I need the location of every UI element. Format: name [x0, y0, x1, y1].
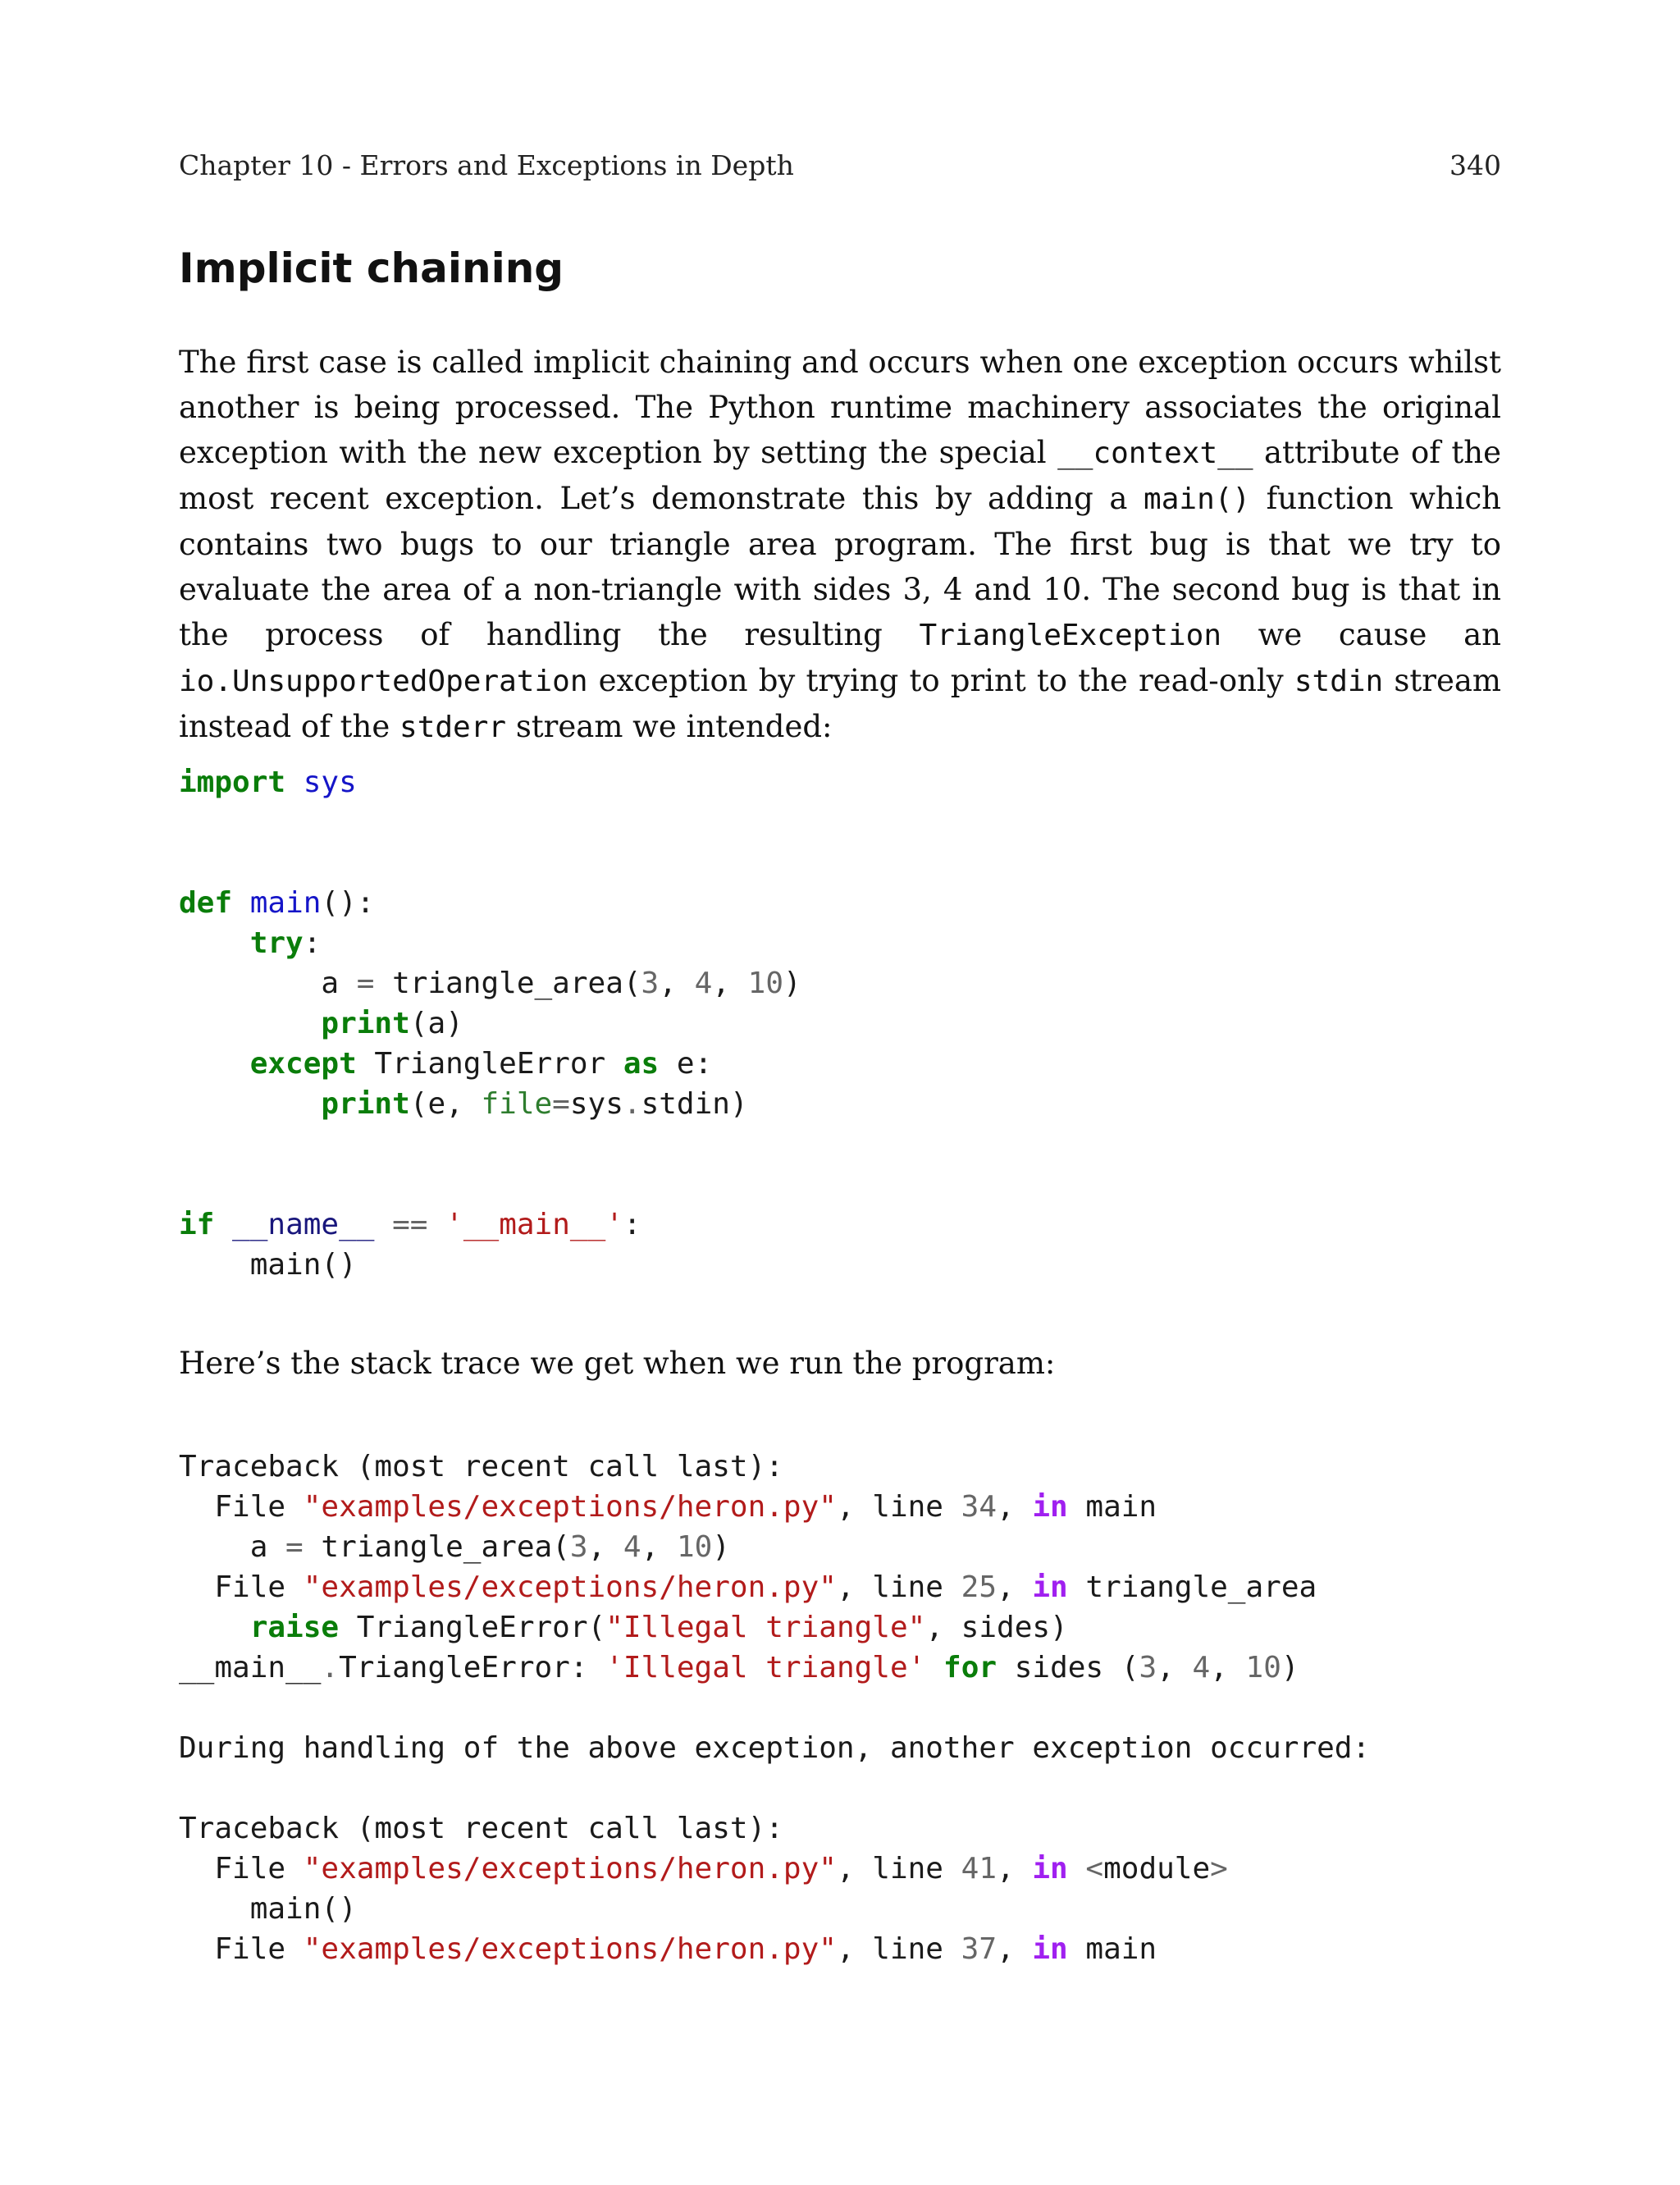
code-token: ,	[712, 967, 748, 1000]
inline-code: __context__	[1057, 437, 1253, 470]
page-number: 340	[1449, 149, 1501, 181]
code-token: 10	[676, 1530, 713, 1564]
code-token: "examples/exceptions/heron.py"	[303, 1852, 837, 1886]
text-run: we cause an	[1221, 617, 1501, 652]
code-token: as	[623, 1047, 660, 1081]
code-token: stdin)	[641, 1087, 748, 1121]
code-token: 3	[1139, 1651, 1157, 1684]
code-token: sys	[569, 1087, 623, 1121]
code-token: )	[783, 967, 801, 1000]
code-token	[179, 926, 250, 960]
code-token: 'Illegal triangle'	[605, 1651, 926, 1684]
code-token: 10	[747, 967, 783, 1000]
inline-code: io.UnsupportedOperation	[179, 665, 588, 698]
code-token	[285, 766, 304, 799]
code-token: print	[321, 1007, 410, 1040]
code-token: 3	[641, 967, 660, 1000]
code-token: "Illegal triangle"	[605, 1611, 926, 1644]
code-token: , line	[836, 1570, 961, 1604]
code-token: in	[1032, 1932, 1068, 1966]
code-token: >	[1210, 1852, 1228, 1886]
code-token	[179, 1007, 321, 1040]
code-token: Traceback (most recent call last):	[179, 1812, 783, 1845]
code-token: ,	[587, 1530, 623, 1564]
code-token: main	[249, 886, 322, 920]
code-token	[214, 1208, 232, 1241]
code-token: "examples/exceptions/heron.py"	[303, 1570, 837, 1604]
code-token: TriangleError	[356, 1047, 623, 1081]
code-token: sys	[303, 766, 357, 799]
code-token: import	[179, 766, 286, 799]
code-token: in	[1032, 1490, 1068, 1524]
inline-code: main()	[1144, 482, 1251, 516]
code-token	[374, 1208, 392, 1241]
text-run: attribute of the most recent exception. Let’s demonstrate this by adding a	[179, 435, 1501, 516]
code-token	[232, 886, 250, 920]
code-token: __main__	[179, 1651, 322, 1684]
code-token: , line	[836, 1852, 961, 1886]
code-token	[179, 1611, 250, 1644]
code-token: File	[179, 1932, 304, 1966]
code-token: TriangleError(	[339, 1611, 606, 1644]
code-token: 3	[569, 1530, 588, 1564]
code-token	[925, 1651, 943, 1684]
code-token: main()	[179, 1892, 357, 1926]
text-run: exception by trying to print to the read-only	[587, 663, 1294, 698]
code-token: ==	[392, 1208, 428, 1241]
code-token: ,	[659, 967, 695, 1000]
code-token: <	[1085, 1852, 1104, 1886]
code-token: triangle_area	[1067, 1570, 1317, 1604]
code-token: ,	[997, 1932, 1033, 1966]
code-token: ,	[1210, 1651, 1246, 1684]
code-token: ,	[997, 1852, 1033, 1886]
code-token: in	[1032, 1852, 1068, 1886]
body-paragraph	[179, 340, 1501, 750]
code-token: , sides)	[925, 1611, 1068, 1644]
code-token: in	[1032, 1570, 1068, 1604]
code-token: =	[552, 1087, 570, 1121]
code-token: for	[943, 1651, 998, 1684]
code-token: main	[1067, 1932, 1157, 1966]
text-run: The first case is called implicit chaining and occurs when one exception occurs whilst another is being processed. The Python runtime machinery associates the original exception with the new exception by setting the special	[179, 345, 1501, 470]
code-token: 10	[1245, 1651, 1281, 1684]
code-token: (a)	[409, 1007, 463, 1040]
inline-code: stderr	[399, 711, 507, 744]
inline-code: TriangleException	[919, 619, 1221, 652]
code-token: 34	[961, 1490, 998, 1524]
code-token: module	[1103, 1852, 1211, 1886]
code-token: TriangleError:	[339, 1651, 606, 1684]
chapter-title: Chapter 10 - Errors and Exceptions in Depth	[179, 149, 794, 181]
code-token: ,	[997, 1570, 1033, 1604]
text-run: function which contains two bugs to our triangle area program. The first bug is that we try to evaluate the area of a non-triangle with sides 3, 4 and 10. The second bug is that in the process of handling the resulting	[179, 481, 1501, 652]
code-token: ,	[641, 1530, 677, 1564]
code-token: (e,	[409, 1087, 482, 1121]
code-token: if	[179, 1208, 215, 1241]
code-token: , line	[836, 1932, 961, 1966]
code-token: "examples/exceptions/heron.py"	[303, 1490, 837, 1524]
code-token: 37	[961, 1932, 998, 1966]
code-token: '__main__'	[445, 1208, 623, 1241]
code-token: :	[303, 926, 322, 960]
code-token: sides (	[997, 1651, 1139, 1684]
code-token: File	[179, 1490, 304, 1524]
code-token: __name__	[232, 1208, 375, 1241]
code-token	[179, 1047, 250, 1081]
code-token: ():	[321, 886, 375, 920]
code-token: triangle_area(	[303, 1530, 570, 1564]
code-token: )	[712, 1530, 730, 1564]
code-token: a	[179, 1530, 286, 1564]
code-token: main	[1067, 1490, 1157, 1524]
code-token: try	[249, 926, 304, 960]
code-token: file	[481, 1087, 553, 1121]
code-token: ,	[1157, 1651, 1193, 1684]
code-token: except	[249, 1047, 357, 1081]
code-token: "examples/exceptions/heron.py"	[303, 1932, 837, 1966]
code-token: =	[285, 1530, 304, 1564]
code-listing	[179, 762, 801, 1285]
stack-trace-listing	[179, 1447, 1370, 1969]
code-token	[1068, 1852, 1086, 1886]
code-token: a	[179, 967, 357, 1000]
code-token: e:	[659, 1047, 713, 1081]
code-token: File	[179, 1852, 304, 1886]
code-token	[179, 1087, 321, 1121]
code-token: triangle_area(	[374, 967, 641, 1000]
code-token: .	[623, 1087, 641, 1121]
code-token: def	[179, 886, 233, 920]
code-token: .	[321, 1651, 340, 1684]
code-token: :	[623, 1208, 641, 1241]
code-token: =	[356, 967, 375, 1000]
section-heading: Implicit chaining	[179, 245, 564, 292]
code-token: raise	[249, 1611, 340, 1644]
text-run: stream instead of the	[179, 663, 1501, 744]
code-token: 25	[961, 1570, 998, 1604]
code-token: print	[321, 1087, 410, 1121]
code-token: )	[1281, 1651, 1299, 1684]
text-run: stream we intended:	[506, 709, 833, 744]
code-token: Traceback (most recent call last):	[179, 1450, 783, 1483]
code-token: ,	[997, 1490, 1033, 1524]
code-token: , line	[836, 1490, 961, 1524]
code-token: 41	[961, 1852, 998, 1886]
inline-code: stdin	[1294, 665, 1384, 698]
code-token: 4	[1192, 1651, 1211, 1684]
code-token: 4	[694, 967, 713, 1000]
code-token: 4	[623, 1530, 641, 1564]
body-paragraph: Here’s the stack trace we get when we run the program:	[179, 1346, 1056, 1381]
code-token: main()	[179, 1248, 357, 1282]
code-token	[427, 1208, 445, 1241]
code-token: During handling of the above exception, another exception occurred:	[179, 1731, 1371, 1765]
code-token: File	[179, 1570, 304, 1604]
